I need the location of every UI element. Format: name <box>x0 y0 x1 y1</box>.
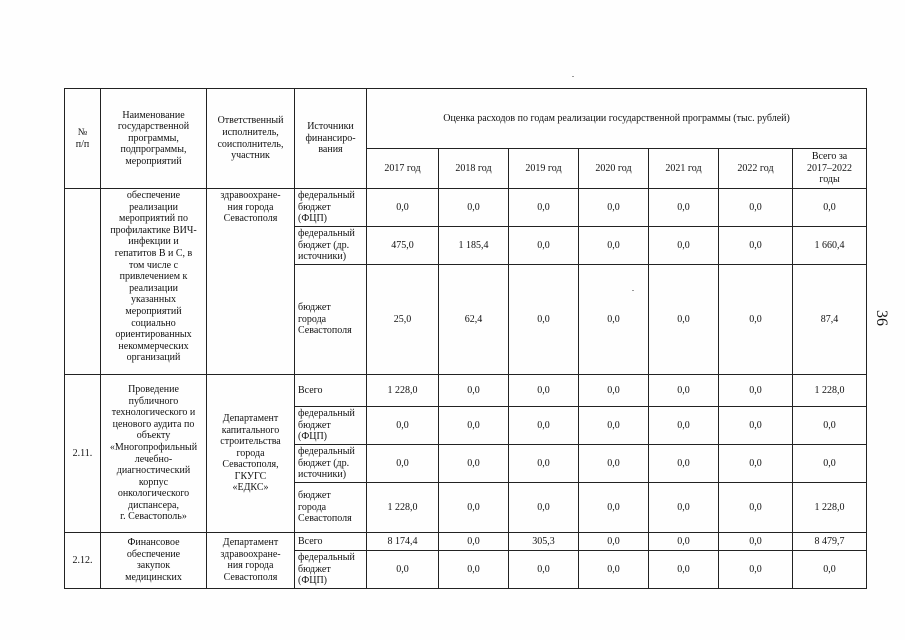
item-responsible: здравоохране- ния города Севастополя <box>207 189 295 375</box>
budget-table <box>64 88 867 589</box>
value-cell: 0,0 <box>509 445 579 483</box>
item-number: 2.12. <box>65 533 101 589</box>
value-cell: 25,0 <box>367 265 439 375</box>
table-row <box>65 375 867 407</box>
value-cell: 0,0 <box>579 533 649 551</box>
value-cell: 0,0 <box>579 227 649 265</box>
value-cell: 0,0 <box>439 551 509 589</box>
value-cell: 0,0 <box>649 533 719 551</box>
value-cell: 0,0 <box>439 483 509 533</box>
value-cell: 0,0 <box>579 445 649 483</box>
value-cell: 0,0 <box>439 375 509 407</box>
value-cell: 0,0 <box>649 227 719 265</box>
header-row <box>65 89 867 149</box>
value-cell: 0,0 <box>719 533 793 551</box>
col-header-number: № п/п <box>65 89 101 189</box>
funding-source: Всего <box>295 375 367 407</box>
value-cell: 0,0 <box>649 445 719 483</box>
value-cell: 0,0 <box>719 227 793 265</box>
value-cell: 0,0 <box>649 375 719 407</box>
value-cell: 0,0 <box>367 551 439 589</box>
value-cell: 305,3 <box>509 533 579 551</box>
year-header: 2017 год <box>367 149 439 189</box>
total-cell: 8 479,7 <box>793 533 867 551</box>
funding-source: федеральный бюджет (др. источники) <box>295 445 367 483</box>
col-header-name: Наименование государственной программы, подпрограммы, мероприятий <box>101 89 207 189</box>
value-cell: 0,0 <box>439 407 509 445</box>
value-cell: 0,0 <box>719 551 793 589</box>
year-header: 2018 год <box>439 149 509 189</box>
value-cell: 0,0 <box>649 483 719 533</box>
year-header: 2019 год <box>509 149 579 189</box>
value-cell: 0,0 <box>367 445 439 483</box>
total-cell: 0,0 <box>793 407 867 445</box>
value-cell: 1 185,4 <box>439 227 509 265</box>
value-cell: 0,0 <box>509 227 579 265</box>
total-cell: 1 228,0 <box>793 375 867 407</box>
value-cell: 0,0 <box>719 265 793 375</box>
value-cell: 0,0 <box>367 407 439 445</box>
value-cell: 0,0 <box>649 407 719 445</box>
value-cell: 0,0 <box>719 189 793 227</box>
table-row <box>65 189 867 227</box>
funding-source: федеральный бюджет (ФЦП) <box>295 189 367 227</box>
funding-source: бюджет города Севастополя <box>295 265 367 375</box>
value-cell: 1 228,0 <box>367 483 439 533</box>
total-header: Всего за 2017–2022 годы <box>793 149 867 189</box>
value-cell: 0,0 <box>719 445 793 483</box>
total-cell: 1 228,0 <box>793 483 867 533</box>
value-cell: 8 174,4 <box>367 533 439 551</box>
item-number: 2.11. <box>65 375 101 533</box>
item-number <box>65 189 101 375</box>
value-cell: 0,0 <box>579 483 649 533</box>
year-header: 2021 год <box>649 149 719 189</box>
total-cell: 87,4 <box>793 265 867 375</box>
item-name: Финансовое обеспечение закупок медицинских <box>101 533 207 589</box>
funding-source: Всего <box>295 533 367 551</box>
value-cell: 0,0 <box>509 407 579 445</box>
value-cell: 0,0 <box>509 265 579 375</box>
value-cell: 0,0 <box>367 189 439 227</box>
value-cell: 0,0 <box>719 407 793 445</box>
total-cell: 0,0 <box>793 551 867 589</box>
value-cell: 0,0 <box>509 483 579 533</box>
total-cell: 0,0 <box>793 189 867 227</box>
value-cell: 0,0 <box>579 551 649 589</box>
item-responsible: Департамент капитального строительства города Севастополя, ГКУГС «ЕДКС» <box>207 375 295 533</box>
page-number: 36 <box>873 310 890 326</box>
col-header-source: Источники финансиро- вания <box>295 89 367 189</box>
value-cell: 0,0 <box>509 551 579 589</box>
col-header-estimate: Оценка расходов по годам реализации государственной программы (тыс. рублей) <box>367 89 867 149</box>
value-cell: 1 228,0 <box>367 375 439 407</box>
item-name: обеспечение реализации мероприятий по профилактике ВИЧ- инфекции и гепатитов В и С, в том числе с привлечением к реализации указанных мероприятий социально ориентированных некоммерческих организаций <box>101 189 207 375</box>
value-cell: 0,0 <box>649 189 719 227</box>
funding-source: федеральный бюджет (др. источники) <box>295 227 367 265</box>
funding-source: федеральный бюджет (ФЦП) <box>295 551 367 589</box>
value-cell: 0,0 <box>509 375 579 407</box>
year-header: 2022 год <box>719 149 793 189</box>
value-cell: 0,0 <box>509 189 579 227</box>
value-cell: 0,0 <box>579 265 649 375</box>
value-cell: 0,0 <box>579 407 649 445</box>
value-cell: 0,0 <box>649 551 719 589</box>
value-cell: 0,0 <box>579 375 649 407</box>
col-header-responsible: Ответственный исполнитель, соисполнитель, участник <box>207 89 295 189</box>
value-cell: 0,0 <box>579 189 649 227</box>
item-responsible: Департамент здравоохране- ния города Севастополя <box>207 533 295 589</box>
value-cell: 475,0 <box>367 227 439 265</box>
value-cell: 62,4 <box>439 265 509 375</box>
item-name: Проведение публичного технологического и ценового аудита по объекту «Многопрофильный лечебно- диагностический корпус онкологического диспансера, г. Севастополь» <box>101 375 207 533</box>
value-cell: 0,0 <box>719 375 793 407</box>
total-cell: 1 660,4 <box>793 227 867 265</box>
table-row <box>65 533 867 551</box>
year-header: 2020 год <box>579 149 649 189</box>
value-cell: 0,0 <box>439 445 509 483</box>
scan-speck <box>572 76 574 77</box>
value-cell: 0,0 <box>439 533 509 551</box>
total-cell: 0,0 <box>793 445 867 483</box>
value-cell: 0,0 <box>649 265 719 375</box>
value-cell: 0,0 <box>439 189 509 227</box>
funding-source: бюджет города Севастополя <box>295 483 367 533</box>
funding-source: федеральный бюджет (ФЦП) <box>295 407 367 445</box>
value-cell: 0,0 <box>719 483 793 533</box>
